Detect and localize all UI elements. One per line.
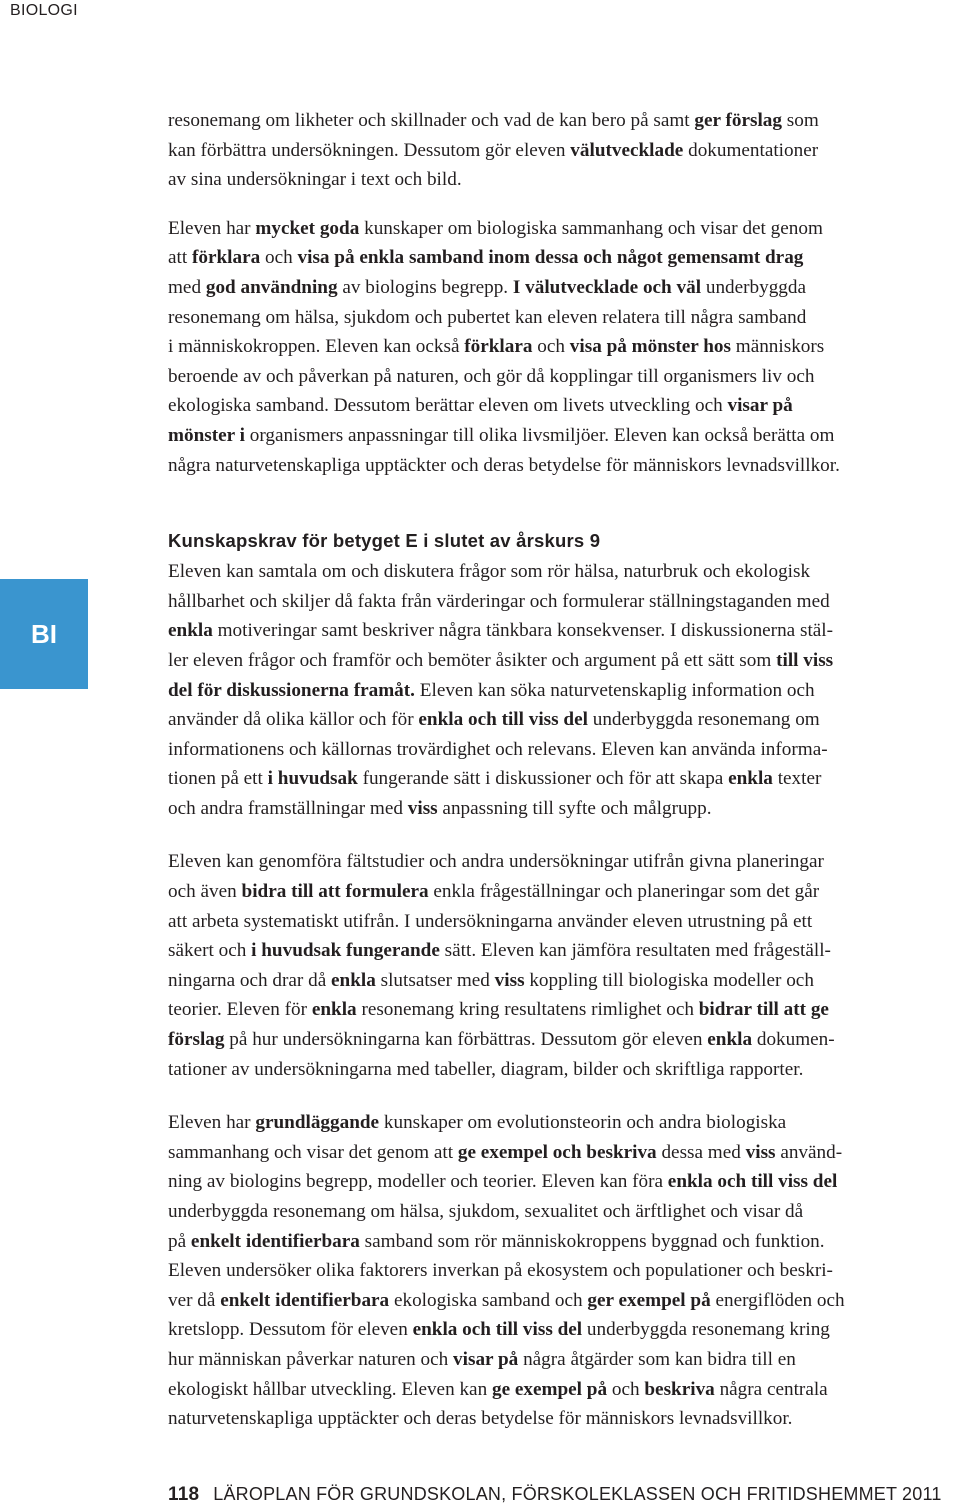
body-text: ningarna och drar då xyxy=(168,969,332,991)
body-text: tionen på ett xyxy=(168,768,268,790)
subject-tab-label: BI xyxy=(31,618,57,649)
text-line xyxy=(168,1138,955,1168)
body-text: och xyxy=(532,336,570,358)
emphasis-text: förklara xyxy=(191,247,261,269)
body-text: dokumen- xyxy=(752,1029,835,1051)
emphasis-text: god användning xyxy=(205,276,338,298)
body-text: teorier. Eleven för xyxy=(168,999,312,1021)
emphasis-text: mycket goda xyxy=(255,217,360,239)
body-text: människors xyxy=(730,336,825,358)
body-text: hur människan påverkar naturen och xyxy=(168,1348,454,1370)
emphasis-text: enkla och till viss del xyxy=(418,709,588,731)
text-line xyxy=(168,676,955,706)
text-line xyxy=(168,995,955,1025)
text-line xyxy=(168,273,955,303)
text-line xyxy=(168,1315,955,1345)
body-text: anpassning till syfte och målgrupp. xyxy=(437,797,712,819)
emphasis-text: bidrar till att ge xyxy=(698,999,829,1021)
body-text: enkla frågeställningar och planeringar som det går xyxy=(428,881,820,903)
body-text: hållbarhet och skiljer då fakta från värderingar och formulerar ställningstaganden med xyxy=(168,590,830,612)
body-text: ler eleven frågor och framför och bemöter åsikter och argument på ett sätt som xyxy=(168,649,777,671)
emphasis-text: enkla xyxy=(728,768,773,790)
text-line xyxy=(168,794,955,824)
body-text: dessa med xyxy=(656,1141,746,1163)
emphasis-text: enkla och till viss del xyxy=(667,1171,838,1193)
text-line xyxy=(168,646,955,676)
text-line xyxy=(168,1256,955,1286)
body-text: Eleven kan söka naturvetenskaplig information och xyxy=(414,679,815,701)
body-text: ekologiska samband. Dessutom berättar eleven om livets utveckling och xyxy=(168,395,728,417)
body-text: samband som rör människokroppens byggnad och funktion. xyxy=(359,1230,825,1252)
text-line xyxy=(168,243,955,273)
body-text: dokumentationer xyxy=(683,139,819,161)
emphasis-text: välutvecklade xyxy=(570,139,684,161)
text-line xyxy=(168,1404,955,1434)
body-text: underbyggda xyxy=(701,276,807,298)
body-text: energiflöden och xyxy=(710,1289,845,1311)
body-text: resonemang om hälsa, sjukdom och pubertet kan eleven relatera till några samband xyxy=(168,306,807,328)
body-text: Eleven har xyxy=(168,1112,256,1134)
body-text: några naturvetenskapliga upptäckter och deras betydelse för människors levnadsvillkor. xyxy=(168,454,840,476)
body-text: ver då xyxy=(168,1289,221,1311)
text-line xyxy=(168,764,955,794)
emphasis-text: ger förslag xyxy=(694,110,782,131)
body-text: resonemang kring resultatens rimlighet och xyxy=(356,999,699,1021)
intro-paragraph-1 xyxy=(168,106,955,195)
body-text: texter xyxy=(772,768,822,790)
emphasis-text: enkla xyxy=(707,1029,753,1051)
body-text: kan förbättra undersökningen. Dessutom gör eleven xyxy=(168,139,571,161)
body-text: Eleven undersöker olika faktorers inverkan på ekosystem och populationer och beskri- xyxy=(168,1260,833,1282)
requirement-paragraph-1 xyxy=(168,557,955,823)
text-line xyxy=(168,1345,955,1375)
text-line xyxy=(168,1286,955,1316)
body-text: sätt. Eleven kan jämföra resultaten med frågeställ- xyxy=(439,940,831,962)
emphasis-text: viss xyxy=(494,969,525,991)
emphasis-text: enkla xyxy=(331,969,376,991)
emphasis-text: viss xyxy=(745,1141,776,1163)
text-line xyxy=(168,616,955,646)
body-text: att xyxy=(168,247,192,269)
emphasis-text: I välutvecklade och väl xyxy=(512,276,702,298)
text-line xyxy=(168,907,955,937)
body-text: organismers anpassningar till olika livsmiljöer. Eleven kan också berätta om xyxy=(244,424,835,446)
text-line xyxy=(168,847,955,877)
emphasis-text: enkla xyxy=(311,999,357,1021)
text-line xyxy=(168,557,955,587)
emphasis-text: visa på enkla samband inom dessa och något gemensamt drag xyxy=(297,247,804,269)
intro-paragraph-2 xyxy=(168,214,955,480)
text-line xyxy=(168,136,955,166)
body-text: ekologiskt hållbar utveckling. Eleven kan xyxy=(168,1378,492,1400)
body-text: kretslopp. Dessutom för eleven xyxy=(168,1319,413,1341)
body-text: och xyxy=(260,247,298,269)
emphasis-text: enkelt identifierbara xyxy=(220,1289,390,1311)
body-text: använder då olika källor och för xyxy=(168,709,419,731)
body-text: sammanhang och visar det genom att xyxy=(168,1141,458,1163)
body-text: slutsatser med xyxy=(375,969,495,991)
emphasis-text: bidra till att formulera xyxy=(241,881,429,903)
text-line xyxy=(168,214,955,244)
text-line xyxy=(168,1375,955,1405)
text-line xyxy=(168,1227,955,1257)
body-text: säkert och xyxy=(168,940,252,962)
text-line xyxy=(168,332,955,362)
publication-title: LÄROPLAN FÖR GRUNDSKOLAN, FÖRSKOLEKLASSEN OCH FRITIDSHEMMET 2011 xyxy=(213,1484,942,1504)
body-text: kunskaper om biologiska sammanhang och visar det genom xyxy=(359,217,823,239)
body-text: på hur undersökningarna kan förbättras. Dessutom gör eleven xyxy=(224,1029,708,1051)
body-text: av biologins begrepp. xyxy=(337,276,513,298)
emphasis-text: del för diskussionerna framåt. xyxy=(168,679,415,701)
body-text: koppling till biologiska modeller och xyxy=(524,969,814,991)
body-text: naturvetenskapliga upptäckter och deras betydelse för människors levnadsvillkor. xyxy=(168,1408,793,1430)
body-text: på xyxy=(168,1230,191,1252)
emphasis-text: mönster i xyxy=(168,424,245,446)
body-text: Eleven kan genomföra fältstudier och andra undersökningar utifrån givna planeringar xyxy=(168,851,824,873)
emphasis-text: grundläggande xyxy=(255,1112,380,1134)
page-number: 118 xyxy=(168,1484,200,1505)
text-line xyxy=(168,362,955,392)
body-text: några åtgärder som kan bidra till en xyxy=(518,1348,796,1370)
text-line xyxy=(168,165,955,195)
body-text: med xyxy=(168,276,206,298)
emphasis-text: visar på xyxy=(453,1348,519,1370)
emphasis-text: förklara xyxy=(464,336,533,358)
page-footer xyxy=(168,1484,942,1506)
body-text: och även xyxy=(168,881,242,903)
text-line xyxy=(168,1167,955,1197)
body-text: och xyxy=(607,1378,645,1400)
body-text: att arbeta systematiskt utifrån. I undersökningarna använder eleven utrustning på ett xyxy=(168,910,813,932)
text-line xyxy=(168,1197,955,1227)
body-text: underbyggda resonemang om hälsa, sjukdom, sexualitet och ärftlighet och visar då xyxy=(168,1201,804,1222)
body-text: beroende av och påverkan på naturen, och gör då kopplingar till organismers liv och xyxy=(168,365,815,387)
body-text: informationens och källornas trovärdighet och relevans. Eleven kan använda informa- xyxy=(168,738,828,760)
body-text: fungerande sätt i diskussioner och för att skapa xyxy=(357,768,729,790)
body-text: som xyxy=(781,110,819,131)
body-text: och andra framställningar med xyxy=(168,797,408,819)
body-text: motiveringar samt beskriver några tänkbara konsekvenser. I diskussionerna stäl- xyxy=(212,620,834,642)
requirement-paragraph-3 xyxy=(168,1108,955,1434)
body-text: i människokroppen. Eleven kan också xyxy=(168,336,465,358)
emphasis-text: i huvudsak fungerande xyxy=(251,940,440,962)
body-text: några centrala xyxy=(714,1378,828,1400)
text-line xyxy=(168,391,955,421)
emphasis-text: enkelt identifierbara xyxy=(190,1230,360,1252)
body-text: ning av biologins begrepp, modeller och teorier. Eleven kan föra xyxy=(168,1171,668,1193)
content xyxy=(168,106,955,1434)
subject-tab xyxy=(0,579,88,689)
text-line xyxy=(168,966,955,996)
text-line xyxy=(168,1025,955,1055)
text-line xyxy=(168,735,955,765)
body-text: tationer av undersökningarna med tabeller, diagram, bilder och skriftliga rapporter. xyxy=(168,1058,804,1080)
text-line xyxy=(168,1055,955,1085)
body-text: använd- xyxy=(775,1141,843,1163)
body-text: underbyggda resonemang kring xyxy=(582,1319,830,1341)
emphasis-text: enkla och till viss del xyxy=(412,1319,583,1341)
emphasis-text: visar på xyxy=(727,395,793,417)
running-header: BIOLOGI xyxy=(10,2,78,19)
emphasis-text: visa på mönster hos xyxy=(569,336,731,358)
emphasis-text: ge exempel på xyxy=(491,1378,608,1400)
emphasis-text: ge exempel och beskriva xyxy=(457,1141,657,1163)
text-line xyxy=(168,421,955,451)
emphasis-text: förslag xyxy=(168,1029,225,1051)
emphasis-text: beskriva xyxy=(644,1378,715,1400)
text-line xyxy=(168,106,955,136)
emphasis-text: ger exempel på xyxy=(587,1289,711,1311)
body-text: kunskaper om evolutionsteorin och andra biologiska xyxy=(379,1112,787,1134)
text-line xyxy=(168,1108,955,1138)
text-line xyxy=(168,877,955,907)
text-line xyxy=(168,303,955,333)
emphasis-text: till viss xyxy=(776,649,834,671)
body-text: ekologiska samband och xyxy=(389,1289,588,1311)
emphasis-text: viss xyxy=(407,797,438,819)
text-line xyxy=(168,705,955,735)
emphasis-text: enkla xyxy=(168,620,213,642)
section-heading: Kunskapskrav för betyget E i slutet av årskurs 9 xyxy=(168,530,601,552)
body-text: underbyggda resonemang om xyxy=(587,709,820,731)
requirement-paragraph-2 xyxy=(168,847,955,1084)
text-line xyxy=(168,587,955,617)
body-text: resonemang om likheter och skillnader och vad de kan bero på samt xyxy=(168,110,695,131)
emphasis-text: i huvudsak xyxy=(267,768,358,790)
text-line xyxy=(168,936,955,966)
body-text: Eleven har xyxy=(168,217,256,239)
text-line xyxy=(168,451,955,481)
body-text: av sina undersökningar i text och bild. xyxy=(168,169,462,191)
body-text: Eleven kan samtala om och diskutera frågor som rör hälsa, naturbruk och ekologisk xyxy=(168,561,811,583)
